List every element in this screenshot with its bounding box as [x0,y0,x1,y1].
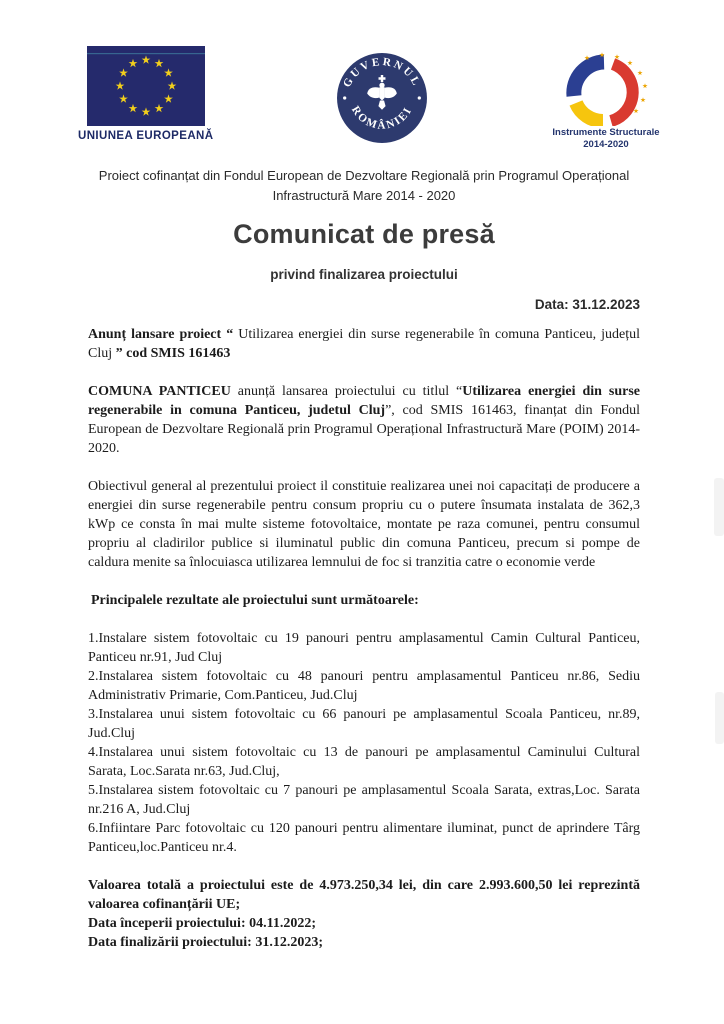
structural-instruments-label-line2: 2014-2020 [583,138,629,150]
launch-paragraph [88,382,640,458]
structural-instruments-logo-block [550,52,662,151]
gov-logo-block [336,52,428,144]
result-item-2: 2.Instalarea sistem fotovoltaic cu 48 panouri pentru amplasamentul Panticeu nr.86, Sediu Administrativ Primarie, Com.Panticeu, Jud.Cluj [88,669,640,703]
announcement-bold-open: Anunț lansare proiect “ [88,327,234,342]
funding-program-line: Proiect cofinanțat din Fondul European de Dezvoltare Regională prin Programul Operațional Infrastructură Mare 2014 - 2020 [98,168,630,203]
launch-normal-1: anunță lansarea proiectului cu titlul “ [230,384,463,399]
structural-instruments-label [552,127,659,151]
start-date-line: Data începerii proiectului: 04.11.2022; [88,916,316,931]
document-body [88,325,640,952]
logo-row [78,46,662,150]
result-item-1: 1.Instalare sistem fotovoltaic cu 19 panouri pentru amplasamentul Camin Cultural Panticeu, Panticeu nr.91, Jud Cluj [88,631,640,665]
date-line: Data: 31.12.2023 [534,297,640,312]
announcement-project-title: Utilizarea energiei din surse regenerabile în comuna Panticeu, județul Cluj [88,327,640,361]
announcement-paragraph [88,325,640,363]
scan-artifact [715,692,724,744]
gov-seal-text-bottom: ROMÂNIEI [348,104,415,132]
structural-instruments-label-line1: Instrumente Structurale [552,127,660,138]
result-item-3: 3.Instalarea unui sistem fotovoltaic cu 66 panouri pe amplasamentul Scoala Panticeu, nr.89, Jud.Cluj [88,707,640,741]
total-value-line: Valoarea totală a proiectului este de 4.973.250,34 lei, din care 2.993.600,50 lei reprezintă valoarea cofinanțării UE; [88,878,640,912]
objective-paragraph: Obiectivul general al prezentului proiect il constituie realizarea unei noi capacitați de producere a energiei din surse regenerabile pentru consum propriu cu o putere însumata instalata de 362,3 kWp ce consta în mai multe sisteme fotovoltaice, montate pe raza comunei, pentru consumul propriu al cladirilor publice si iluminatul public din comuna Panticeu, precum si pompe de caldura menite sa înlocuiasca utilizarea lemnului de foc si tranzitia catre o economie verde [88,479,640,570]
results-heading: Principalele rezultate ale proiectului sunt următoarele: [91,593,419,608]
scan-artifact [714,478,724,536]
launch-project-title: Utilizarea energiei din surse regenerabile in comuna Panticeu, judetul Cluj [88,384,640,418]
structural-instruments-icon [550,52,662,126]
eu-flag-icon [87,46,205,126]
launch-normal-2: ”, cod SMIS 161463, finanțat din Fondul European de Dezvoltare Regională prin Programul Operațional Infrastructură Mare (POIM) 2014-2020. [88,403,641,456]
result-item-6: 6.Infiintare Parc fotovoltaic cu 120 panouri pentru alimentare iluminat, punct de aprindere Târg Panticeu,loc.Panticeu nr.4. [88,821,640,855]
announcement-bold-close: ” cod SMIS 161463 [115,346,231,361]
page-subtitle: privind finalizarea proiectului [270,267,458,282]
gov-seal-text-top: GUVERNUL [340,56,423,90]
eu-logo-block [78,46,213,142]
launch-commune-name: COMUNA PANTICEU [88,384,231,399]
totals-section [88,876,640,952]
result-item-5: 5.Instalarea sistem fotovoltaic cu 7 panouri pe amplasamentul Scoala Sarata, extras,Loc. Sarata nr.216 A, Jud.Cluj [88,783,640,817]
gov-seal-icon [336,52,428,144]
end-date-line: Data finalizării proiectului: 31.12.2023; [88,935,323,950]
result-item-4: 4.Instalarea unui sistem fotovoltaic cu 13 de panouri pe amplasamentul Caminului Cultural Sarata, Loc.Sarata nr.63, Jud.Cluj, [88,745,640,779]
eu-flag-label: UNIUNEA EUROPEANĂ [78,130,214,142]
results-list [88,629,640,857]
page-title: Comunicat de presă [233,219,495,249]
